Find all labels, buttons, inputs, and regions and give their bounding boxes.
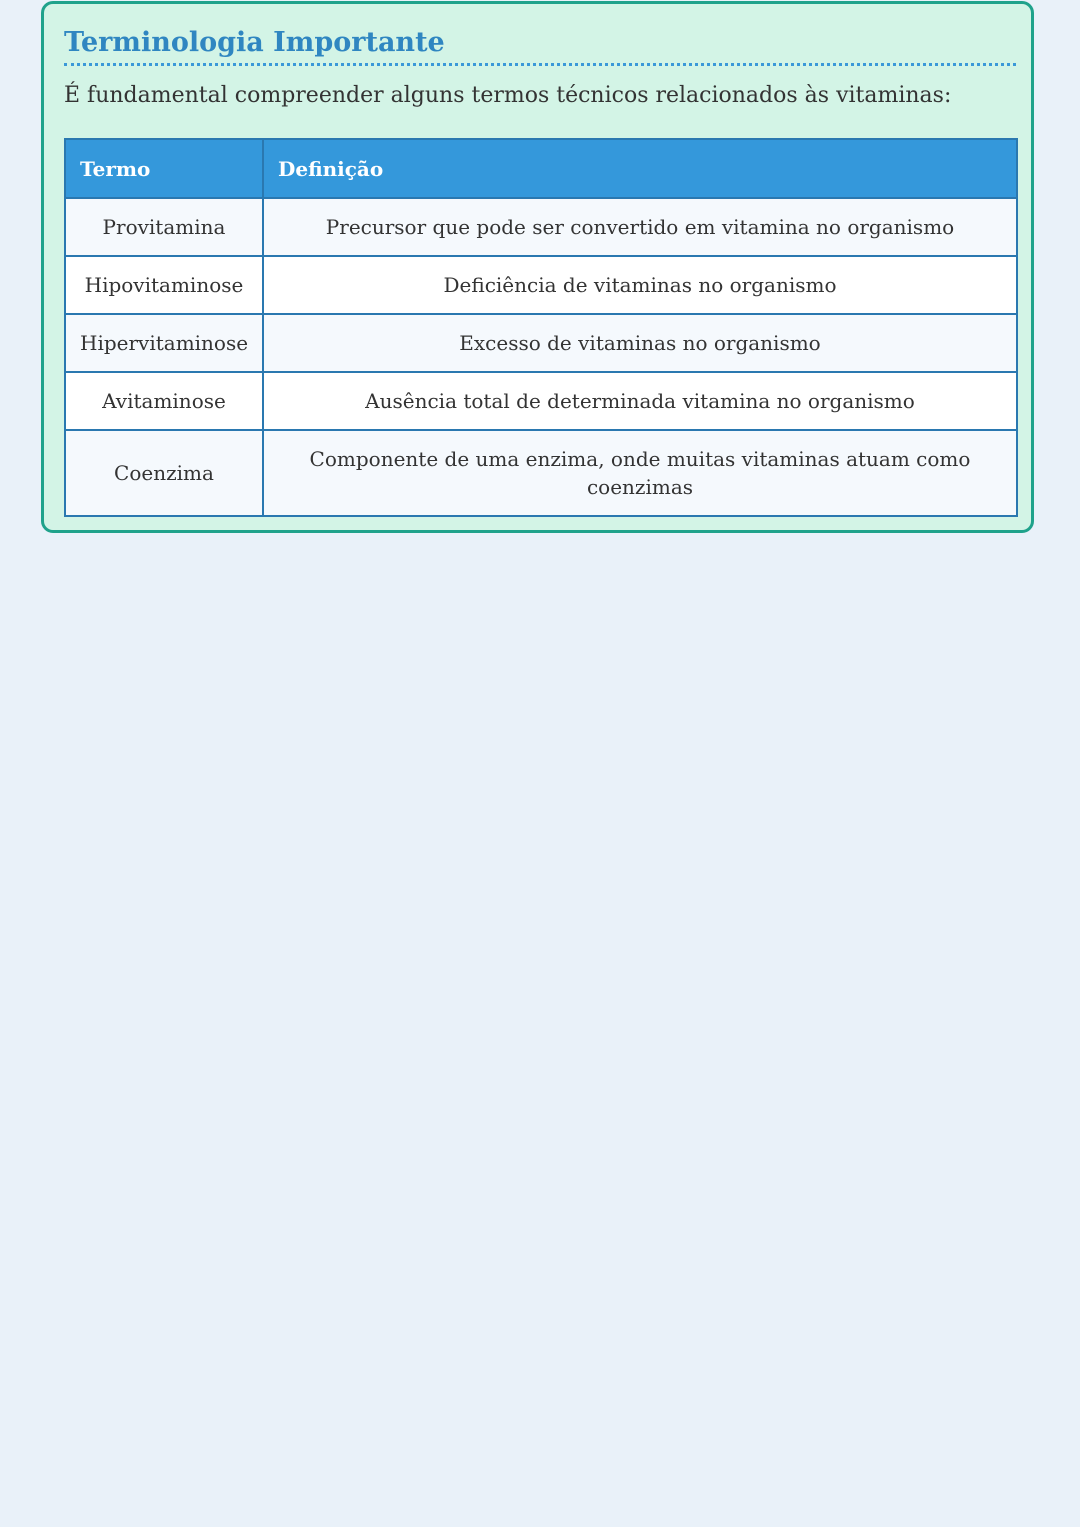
table-row [65,372,1017,430]
term-cell: Avitaminose [65,372,263,430]
definition-cell: Precursor que pode ser convertido em vitamina no organismo [263,198,1017,256]
definition-cell: Excesso de vitaminas no organismo [263,314,1017,372]
table-row [65,314,1017,372]
header-definition: Definição [263,139,1017,198]
table-row [65,430,1017,516]
table-header-row [65,139,1017,198]
section-intro: É fundamental compreender alguns termos técnicos relacionados às vitaminas: [64,83,952,108]
terminology-table [64,138,1018,517]
term-cell: Hipovitaminose [65,256,263,314]
term-cell: Coenzima [65,430,263,516]
section-title: Terminologia Importante [64,27,445,58]
term-cell: Hipervitaminose [65,314,263,372]
terminology-card [41,1,1034,533]
definition-cell: Ausência total de determinada vitamina no organismo [263,372,1017,430]
header-term: Termo [65,139,263,198]
table-row [65,198,1017,256]
table-row [65,256,1017,314]
title-dotted-divider [64,63,1016,66]
term-cell: Provitamina [65,198,263,256]
definition-cell: Componente de uma enzima, onde muitas vitaminas atuam como coenzimas [263,430,1017,516]
definition-cell: Deficiência de vitaminas no organismo [263,256,1017,314]
